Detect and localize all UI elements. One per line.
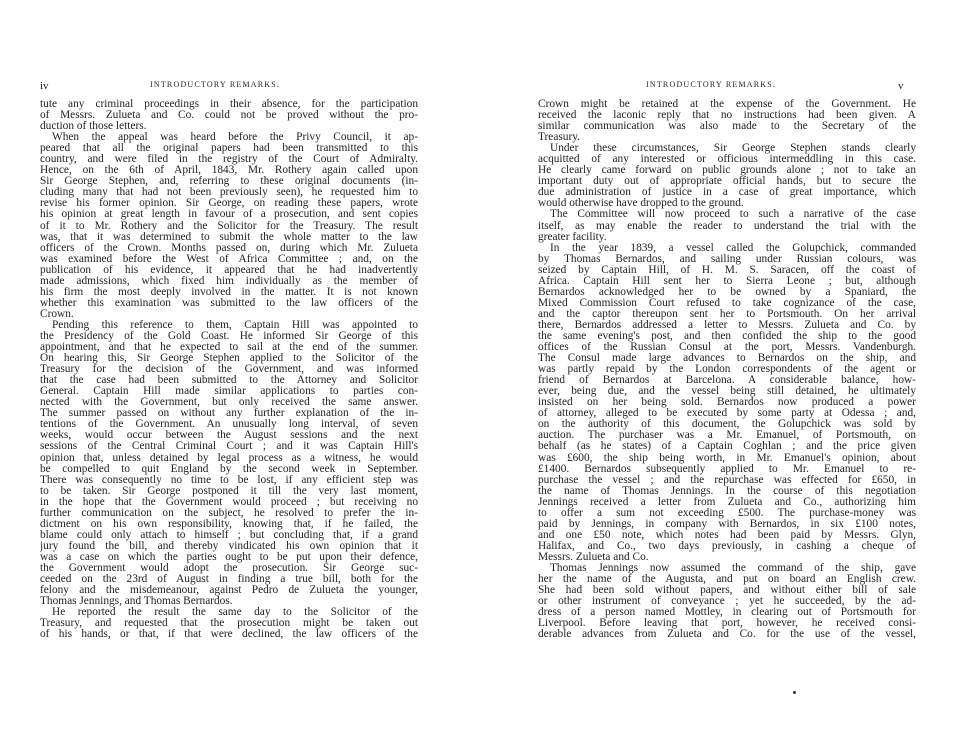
text-line: On hearing this, Sir George Stephen applied to the Solicitor of the xyxy=(40,353,418,365)
text-line: Treasury. xyxy=(538,132,581,144)
text-line: greater facility. xyxy=(538,231,607,243)
text-line: country, and were filed in the registry of the Court of Admiralty. xyxy=(40,154,418,166)
text-line: sessions of the Central Criminal Court ; and it was Captain Hill's xyxy=(40,441,418,453)
text-line: nected with the Government, but only received the same answer. xyxy=(40,397,418,409)
text-line: and the captor thereupon sent her to Portsmouth. On her arrival xyxy=(538,308,916,320)
text-line: seized by Captain Hill, of H. M. S. Saracen, off the coast of xyxy=(538,264,916,276)
text-line: opinion that, unless detained by legal process as a witness, he would xyxy=(40,452,418,464)
text-line: blame could only attach to himself ; but concluding that, if a grand xyxy=(40,529,418,541)
text-line: The summer passed on without any further explanation of the in- xyxy=(40,408,418,420)
text-line: publication of his evidence, it appeared that he had inadvertently xyxy=(40,264,418,276)
text-line: jury found the bill, and thereby vindicated his own opinion that it xyxy=(40,540,418,552)
text-line: paid by Jennings, in company with Bernardos, in six £100 notes, xyxy=(538,518,916,530)
text-line: was £600, the ship being worth, in Mr. Emanuel's opinion, about xyxy=(538,452,916,464)
text-line: ceeded on the 23rd of August in finding a true bill, both for the xyxy=(40,574,418,586)
text-line: itself, as may enable the reader to understand the trial with the xyxy=(538,220,916,232)
text-line: the Presidency of the Gold Coast. He informed Sir George of this xyxy=(40,330,418,342)
text-line: of Messrs. Zulueta and Co. could not be proved without the pro- xyxy=(40,110,418,122)
text-line: When the appeal was heard before the Privy Council, it ap- xyxy=(52,132,418,144)
text-line: Thomas Jennings, and Thomas Bernardos. xyxy=(40,596,233,608)
text-line: there, Bernardos addressed a letter to Messrs. Zulueta and Co. by xyxy=(538,319,916,331)
text-line: Thomas Jennings now assumed the command of the ship, gave xyxy=(550,562,916,574)
text-line: the name of Thomas Jennings. In the course of this negotiation xyxy=(538,485,916,497)
text-line: appointment, and that he expected to sail at the end of the summer. xyxy=(40,342,418,354)
text-line: felony and the misdemeanour, against Pedro de Zulueta the younger, xyxy=(40,585,418,597)
text-line: to offer a sum not exceeding £500. The purchase-money was xyxy=(538,507,916,519)
page-bottom-ornament xyxy=(793,691,796,694)
text-line: The Consul made large advances to Bernardos on the ship, and xyxy=(538,353,916,365)
text-line: the Government would adopt the prosecution. Sir George suc- xyxy=(40,562,418,574)
left-page-body xyxy=(40,99,418,640)
text-line: Africa. Captain Hill sent her to Sierra Leone ; but, although xyxy=(538,275,916,287)
text-line: revise his former opinion. Sir George, on reading these papers, wrote xyxy=(40,198,418,210)
text-line: and one £50 note, which notes had been paid by Messrs. Glyn, xyxy=(538,529,916,541)
text-line: Mixed Commission Court refused to take cognizance of the case, xyxy=(538,297,916,309)
left-running-head: INTRODUCTORY REMARKS. xyxy=(150,80,281,89)
text-line: ever, being due, and the vessel being still detained, he ultimately xyxy=(538,386,916,398)
text-line: be compelled to quit England by the second week in September. xyxy=(40,463,418,475)
text-line: insisted on her being sold. Bernardos now produced a power xyxy=(538,397,916,409)
text-line: derable advances from Zulueta and Co. for the use of the vessel, xyxy=(538,629,916,641)
text-line: the same evening's post, and then confided the ship to the good xyxy=(538,330,916,342)
text-line: of it to Mr. Rothery and the Solicitor for the Treasury. The result xyxy=(40,220,418,232)
text-line: her the name of the Augusta, and put on board an English crew. xyxy=(538,574,916,586)
text-line: Crown might be retained at the expense of the Government. He xyxy=(538,99,916,110)
text-line: There was consequently no time to be lost, if any efficient step was xyxy=(40,474,418,486)
text-line: dictment on his own responsibility, knowing that, if he failed, the xyxy=(40,518,418,530)
text-line: in the hope that the Government would proceed ; but receiving no xyxy=(40,496,418,508)
text-line: peared that all the original papers had been transmitted to this xyxy=(40,143,418,155)
text-line: of his hands, or that, if that were declined, the law officers of the xyxy=(40,629,418,641)
text-line: on the authority of this document, the Golupchick was sold by xyxy=(538,419,916,431)
right-page-number: v xyxy=(898,80,904,92)
text-line: friend of Bernardos at Barcelona. A considerable balance, how- xyxy=(538,375,916,387)
text-line: further communication on the subject, he resolved to prefer the in- xyxy=(40,507,418,519)
text-line: officers of the Crown. Months passed on, during which Mr. Zulueta xyxy=(40,242,418,254)
text-line: auction. The purchaser was a Mr. Emanuel, of Portsmouth, on xyxy=(538,430,916,442)
text-line: Jennings received a letter from Zulueta and Co., authorizing him xyxy=(538,496,916,508)
text-line: Liverpool. Before leaving that port, however, he received consi- xyxy=(538,618,916,630)
text-line: received the laconic reply that no instructions had been given. A xyxy=(538,110,916,122)
text-line: his firm the most deeply involved in the matter. It is not known xyxy=(40,286,418,298)
text-line: was, that it was determined to submit the whole matter to the law xyxy=(40,231,418,243)
text-line: would otherwise have dropped to the ground. xyxy=(538,198,744,210)
text-line: made admissions, which fixed him individually as the member of xyxy=(40,275,418,287)
text-line: Bernardos acknowledged her to be owned by a Spaniard, the xyxy=(538,286,916,298)
text-line: £1400. Bernardos subsequently applied to Mr. Emanuel to re- xyxy=(538,463,916,475)
text-line: acquitted of any interested or officious intermeddling in this case. xyxy=(538,154,916,166)
text-line: The Committee will now proceed to such a narrative of the case xyxy=(550,209,916,221)
text-line: important duty out of appropriate official hands, but to secure the xyxy=(538,176,916,188)
text-line: Pending this reference to them, Captain Hill was appointed to xyxy=(52,319,418,331)
text-line: General. Captain Hill made similar applications to parties con- xyxy=(40,386,418,398)
text-line: He reported the result the same day to the Solicitor of the xyxy=(52,607,418,619)
text-line: was partly repaid by the London correspondents of the agent or xyxy=(538,364,916,376)
text-line: Under these circumstances, Sir George Stephen stands clearly xyxy=(550,143,916,155)
text-line: Hence, on the 6th of April, 1843, Mr. Rothery again called upon xyxy=(40,165,418,177)
text-line: Messrs. Zulueta and Co. xyxy=(538,551,649,563)
text-line: dress of a person named Mottley, in clearing out of Portsmouth for xyxy=(538,607,916,619)
text-line: that the case had been submitted to the Attorney and Solicitor xyxy=(40,375,418,387)
text-line: due administration of justice in a case of great importance, which xyxy=(538,187,916,199)
text-line: In the year 1839, a vessel called the Golupchick, commanded xyxy=(550,242,916,254)
text-line: Treasury, and requested that the prosecution might be taken out xyxy=(40,618,418,630)
text-line: was a case on which the parties ought to be put upon their defence, xyxy=(40,551,418,563)
text-line: Crown. xyxy=(40,308,74,320)
text-line: tute any criminal proceedings in their absence, for the participation xyxy=(40,99,418,110)
text-line: purchase the vessel ; and the repurchase was effected for £650, in xyxy=(538,474,916,486)
text-line: whether this examination was submitted to the law officers of the xyxy=(40,297,418,309)
text-line: Halifax, and Co., two days previously, in cashing a cheque of xyxy=(538,540,916,552)
text-line: to be taken. Sir George postponed it till the very last moment, xyxy=(40,485,418,497)
text-line: cluding many that had not been previously seen), he requested him to xyxy=(40,187,418,199)
text-line: behalf (as he states) of a Captain Coghlan ; and the price given xyxy=(538,441,916,453)
text-line: or other instrument of conveyance ; yet he succeeded, by the ad- xyxy=(538,596,916,608)
right-page xyxy=(490,0,980,737)
text-line: similar communication was also made to the Secretary of the xyxy=(538,121,916,133)
text-line: by Thomas Bernardos, and sailing under Russian colours, was xyxy=(538,253,916,265)
text-line: offices of the Russian Consul at the port, Messrs. Vandenburgh. xyxy=(538,342,916,354)
right-running-head: INTRODUCTORY REMARKS. xyxy=(646,80,777,89)
text-line: Treasury for the decision of the Government, and was informed xyxy=(40,364,418,376)
text-line: his opinion at great length in favour of a prosecution, and sent copies xyxy=(40,209,418,221)
text-line: of attorney, alleged to be executed by some party at Odessa ; and, xyxy=(538,408,916,420)
text-line: He clearly came forward on public grounds alone ; not to take an xyxy=(538,165,916,177)
text-line: She had been sold without papers, and without either bill of sale xyxy=(538,585,916,597)
text-line: duction of those letters. xyxy=(40,121,147,133)
text-line: tentions of the Government. An unusually long interval, of seven xyxy=(40,419,418,431)
right-page-body xyxy=(538,99,916,640)
text-line: was examined before the West of Africa Committee ; and, on the xyxy=(40,253,418,265)
text-line: weeks, would occur between the August sessions and the next xyxy=(40,430,418,442)
left-page-number: iv xyxy=(40,80,49,92)
text-line: Sir George Stephen, and, referring to these original documents (in- xyxy=(40,176,418,188)
